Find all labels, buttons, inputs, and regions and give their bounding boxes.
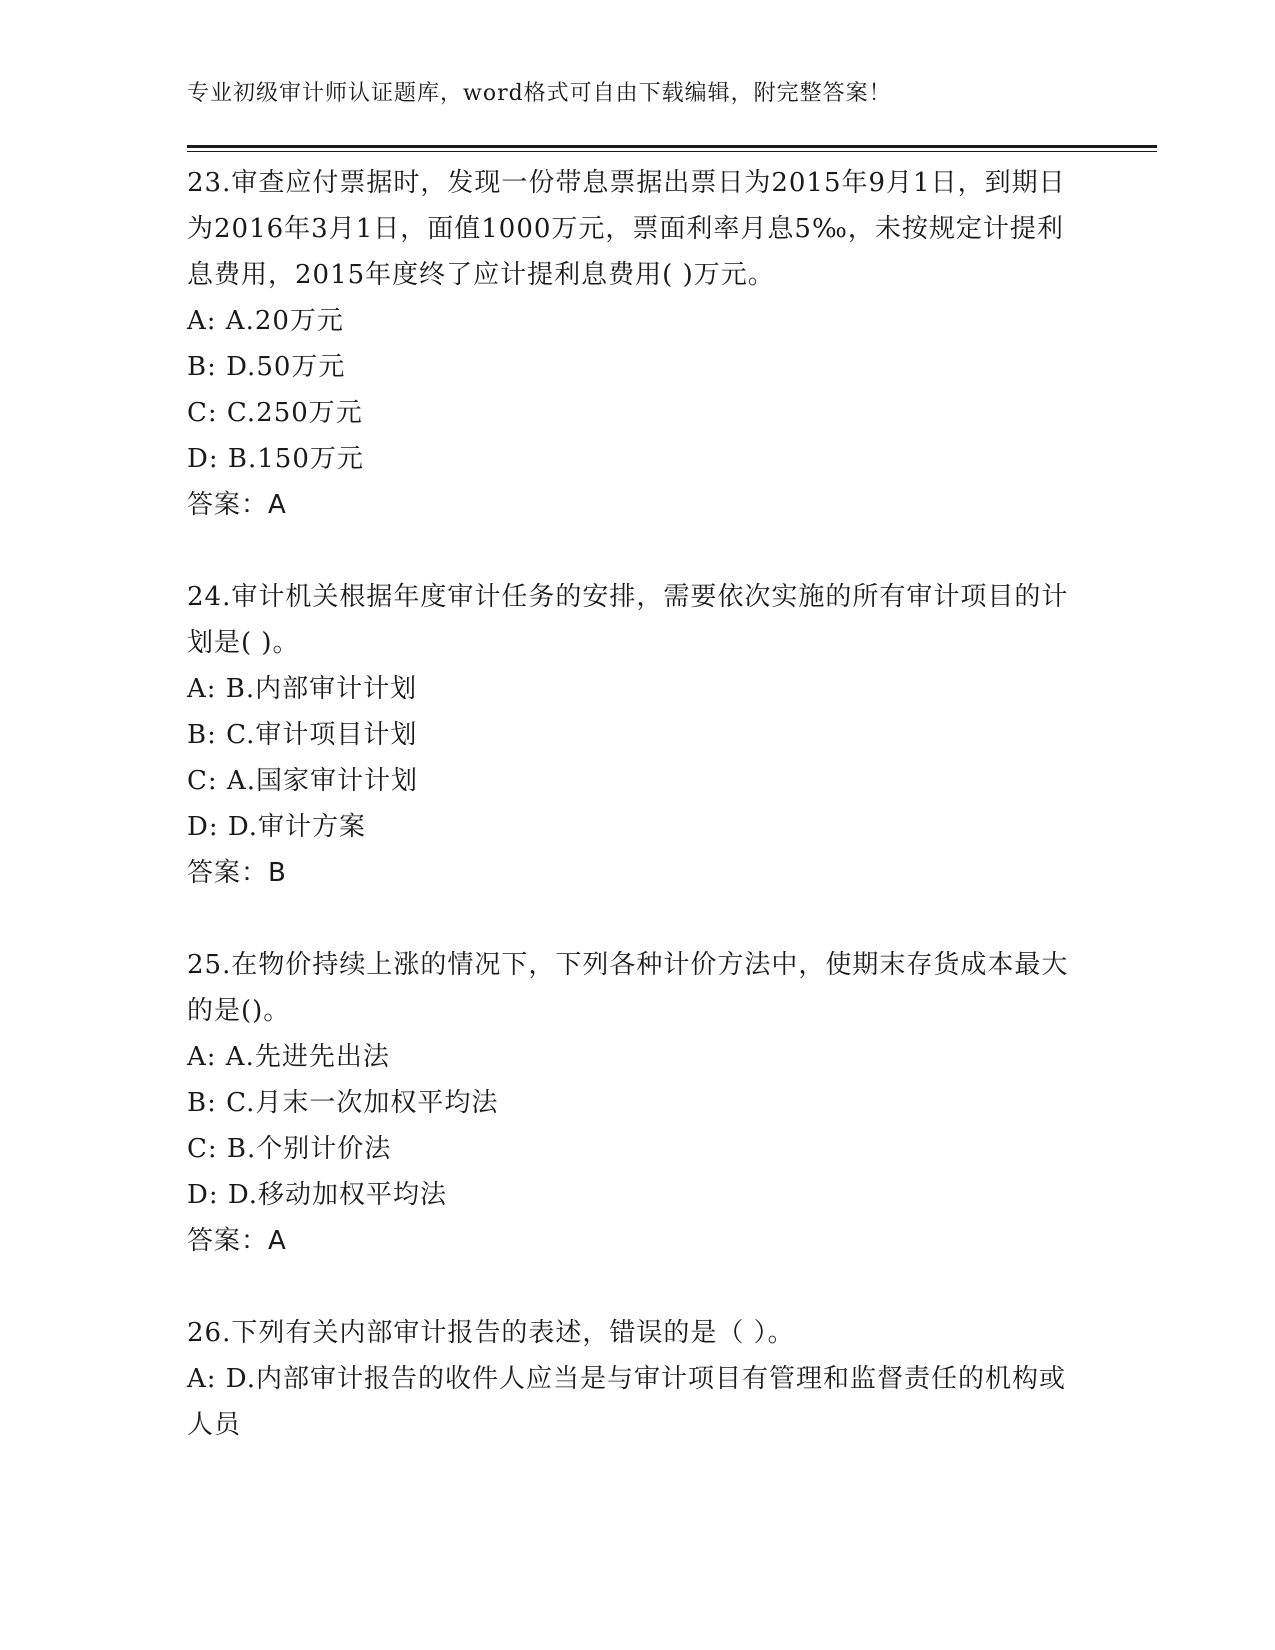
header-divider-thin (187, 151, 1157, 152)
question-stem: 24.审计机关根据年度审计任务的安排，需要依次实施的所有审计项目的计划是( )。 (187, 582, 1069, 658)
option-c: C: A.国家审计计划 (187, 766, 418, 796)
option-d: D: B.150万元 (187, 444, 364, 474)
question-list (187, 160, 1087, 1494)
option-d: D: D.移动加权平均法 (187, 1180, 448, 1210)
option-b: B: C.月末一次加权平均法 (187, 1088, 499, 1118)
question-23 (187, 160, 1087, 528)
option-c: C: B.个别计价法 (187, 1134, 392, 1164)
option-b: B: C.审计项目计划 (187, 720, 418, 750)
question-stem: 26.下列有关内部审计报告的表述，错误的是（ ）。 (187, 1318, 795, 1348)
question-24 (187, 574, 1087, 896)
answer-line: 答案：A (187, 1226, 287, 1256)
option-a: A: A.20万元 (187, 306, 344, 336)
option-a: A: A.先进先出法 (187, 1042, 390, 1072)
option-b: B: D.50万元 (187, 352, 346, 382)
page-header: 专业初级审计师认证题库，word格式可自由下载编辑，附完整答案！ (187, 81, 892, 106)
option-a: A: B.内部审计计划 (187, 674, 418, 704)
option-c: C: C.250万元 (187, 398, 363, 428)
header-divider-thick (187, 145, 1157, 148)
answer-line: 答案：A (187, 490, 287, 520)
question-stem: 23.审查应付票据时，发现一份带息票据出票日为2015年9月1日，到期日为2016年3月1日，面值1000万元，票面利率月息5‰，未按规定计提利息费用，2015年度终了应计提利息费用( )万元。 (187, 168, 1066, 290)
question-26 (187, 1310, 1087, 1448)
question-25 (187, 942, 1087, 1264)
answer-line: 答案：B (187, 858, 287, 888)
question-stem: 25.在物价持续上涨的情况下，下列各种计价方法中，使期末存货成本最大的是()。 (187, 950, 1069, 1026)
option-a: A: D.内部审计报告的收件人应当是与审计项目有管理和监督责任的机构或人员 (187, 1364, 1066, 1440)
option-d: D: D.审计方案 (187, 812, 367, 842)
